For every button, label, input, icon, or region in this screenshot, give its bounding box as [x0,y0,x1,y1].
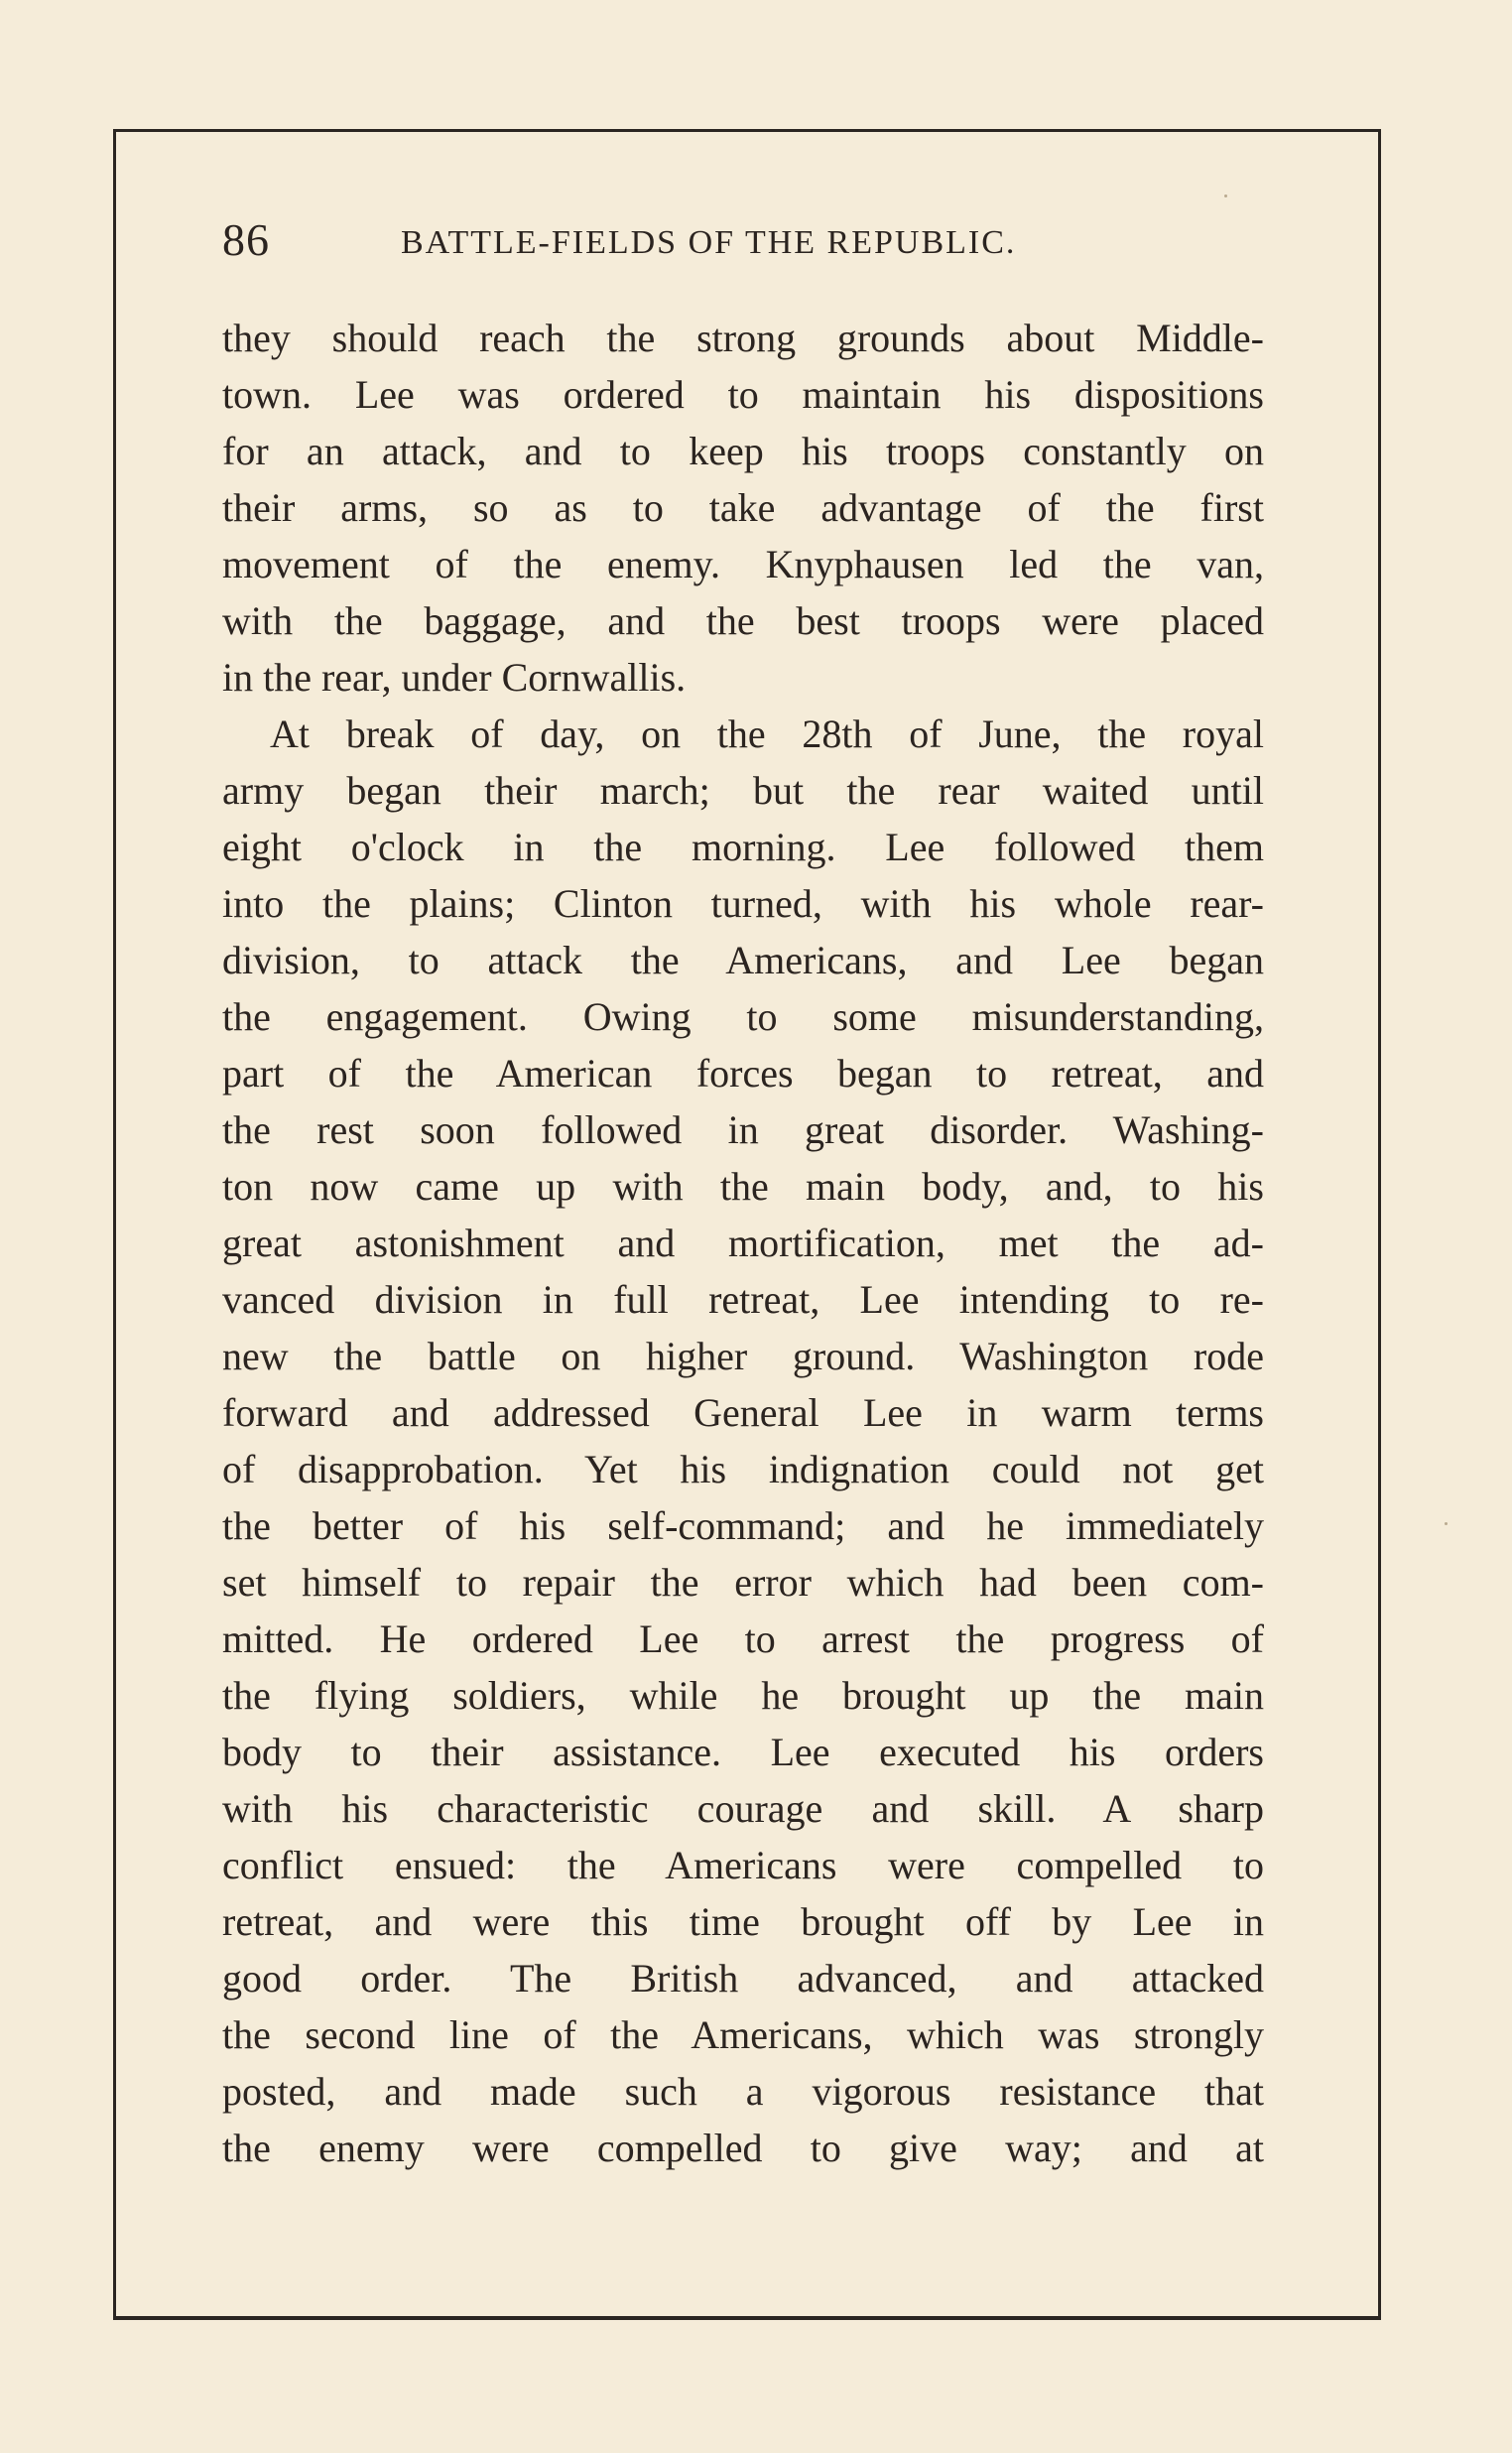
text-line: town. Lee was ordered to maintain his dispositions [222,372,1264,417]
text-line: the second line of the Americans, which was strongly [222,2012,1264,2057]
text-line: great astonishment and mortification, met the ad- [222,1221,1264,1265]
text-line: army began their march; but the rear waited until [222,768,1264,813]
text-line: movement of the enemy. Knyphausen led the van, [222,542,1264,586]
text-line: with the baggage, and the best troops were placed [222,598,1264,643]
paper-speck [1224,194,1227,197]
text-line: the enemy were compelled to give way; and at [222,2126,1264,2170]
text-line: in the rear, under Cornwallis. [222,655,687,700]
text-line: set himself to repair the error which had been com- [222,1560,1264,1605]
text-line: for an attack, and to keep his troops constantly on [222,429,1264,473]
paragraph [222,706,1264,2176]
paper-speck [1445,1522,1448,1525]
text-line: retreat, and were this time brought off by Lee in [222,1899,1264,1944]
text-line: body to their assistance. Lee executed his orders [222,1730,1264,1774]
text-line: ton now came up with the main body, and, to his [222,1164,1264,1209]
text-line: of disapprobation. Yet his indignation could not get [222,1447,1264,1491]
page-header [222,213,1274,273]
text-line: division, to attack the Americans, and Lee began [222,938,1264,982]
body-text [222,310,1264,2176]
text-line: forward and addressed General Lee in warm terms [222,1390,1264,1435]
text-line: posted, and made such a vigorous resistance that [222,2069,1264,2114]
text-line: the flying soldiers, while he brought up the main [222,1673,1264,1718]
text-line: At break of day, on the 28th of June, the royal [270,711,1264,756]
paragraph [222,310,1264,706]
text-line: the engagement. Owing to some misunderstanding, [222,994,1264,1039]
text-line: good order. The British advanced, and attacked [222,1956,1264,2001]
text-line: conflict ensued: the Americans were compelled to [222,1843,1264,1887]
text-line: part of the American forces began to retreat, and [222,1051,1264,1096]
page-number: 86 [222,214,270,265]
text-line: vanced division in full retreat, Lee intending to re- [222,1277,1264,1322]
text-line: into the plains; Clinton turned, with his whole rear- [222,881,1264,926]
text-line: eight o'clock in the morning. Lee followed them [222,825,1264,869]
text-line: the better of his self-command; and he immediately [222,1503,1264,1548]
text-line: mitted. He ordered Lee to arrest the progress of [222,1616,1264,1661]
text-line: they should reach the strong grounds about Middle- [222,316,1264,360]
text-line: new the battle on higher ground. Washington rode [222,1334,1264,1378]
running-head: BATTLE-FIELDS OF THE REPUBLIC. [401,224,1017,261]
text-line: their arms, so as to take advantage of the first [222,485,1264,530]
text-line: the rest soon followed in great disorder. Washing- [222,1107,1264,1152]
text-line: with his characteristic courage and skill. A sharp [222,1786,1264,1831]
